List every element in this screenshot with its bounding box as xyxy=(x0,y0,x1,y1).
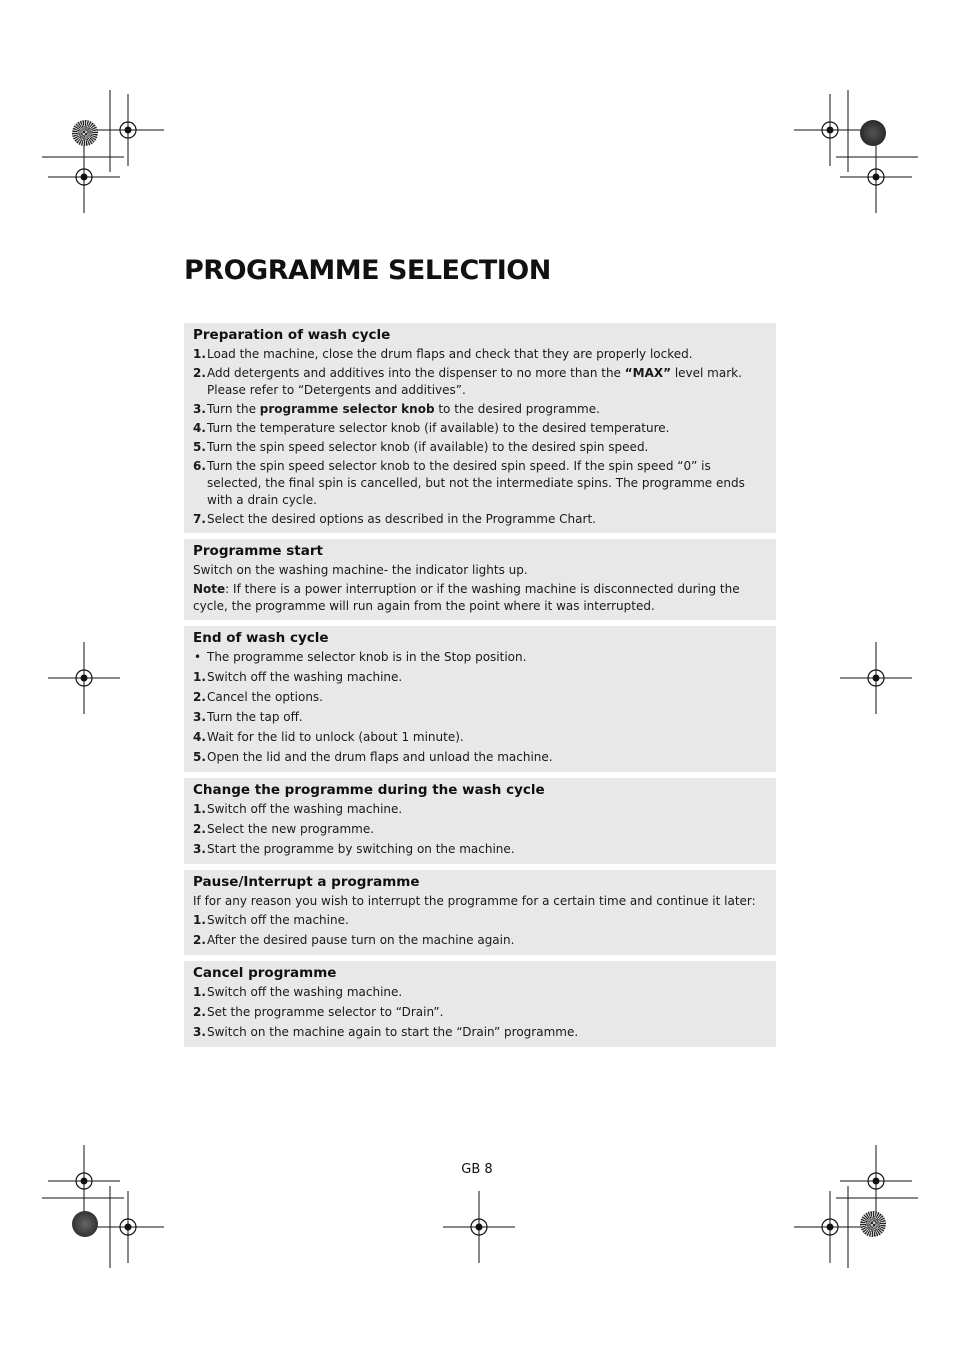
step-list xyxy=(193,912,766,949)
instruction-sections xyxy=(184,323,776,1053)
crosshair-icon xyxy=(840,141,912,213)
crosshair-icon xyxy=(443,1191,515,1263)
list-item: 2. Set the programme selector to “Drain”. xyxy=(193,1005,444,1019)
list-item: • The programme selector knob is in the Stop position. xyxy=(194,650,527,664)
list-item: 1. Load the machine, close the drum flaps and check that they are properly locked. xyxy=(193,347,693,361)
step-list xyxy=(193,801,766,858)
page-title: PROGRAMME SELECTION xyxy=(184,255,551,286)
section-heading: Cancel programme xyxy=(193,965,337,981)
crosshair-icon xyxy=(92,94,164,166)
crosshair-icon xyxy=(48,141,120,213)
section-heading: Change the programme during the wash cycle xyxy=(193,782,545,798)
crosshair-icon xyxy=(840,1145,912,1217)
list-item: 3. Turn the tap off. xyxy=(193,710,303,724)
crosshair-icon xyxy=(794,94,866,166)
list-item: 6. Turn the spin speed selector knob to the desired spin speed. If the spin speed “0” is selected, the final spin is cancelled, but not the intermediate spins. The programme ends with a drain cycle. xyxy=(193,459,745,507)
max-mark-label: “MAX” xyxy=(624,366,672,380)
bullet-list xyxy=(193,649,766,666)
section-cancel-programme xyxy=(184,961,776,1047)
calibration-dial-icon xyxy=(72,120,98,146)
calibration-dial-icon xyxy=(72,1211,98,1237)
calibration-dial-icon xyxy=(860,1211,886,1237)
list-item: 3. Turn the programme selector knob to the desired programme. xyxy=(193,402,600,416)
list-item: 2. Cancel the options. xyxy=(193,690,323,704)
list-item: 1. Switch off the washing machine. xyxy=(193,802,403,816)
list-item: 1. Switch off the machine. xyxy=(193,913,349,927)
calibration-dial-icon xyxy=(860,120,886,146)
section-preparation xyxy=(184,323,776,533)
list-item: 3. Start the programme by switching on the machine. xyxy=(193,842,515,856)
list-item: 5. Open the lid and the drum flaps and unload the machine. xyxy=(193,750,553,764)
section-heading: Pause/Interrupt a programme xyxy=(193,874,420,890)
paragraph: Switch on the washing machine- the indicator lights up. xyxy=(193,563,528,577)
knob-label: programme selector knob xyxy=(259,402,435,416)
note-paragraph: Note: If there is a power interruption or if the washing machine is disconnected during the cycle, the programme will run again from the point where it was interrupted. xyxy=(193,582,740,613)
list-item: 2. After the desired pause turn on the machine again. xyxy=(193,933,515,947)
list-item: 4. Wait for the lid to unlock (about 1 minute). xyxy=(193,730,464,744)
section-change-programme xyxy=(184,778,776,864)
list-item: 2. Add detergents and additives into the dispenser to no more than the “MAX” level mark. Please refer to “Detergents and additives”. xyxy=(193,366,742,397)
list-item: 1. Switch off the washing machine. xyxy=(193,670,403,684)
section-programme-start xyxy=(184,539,776,620)
section-pause-interrupt xyxy=(184,870,776,955)
step-list xyxy=(193,984,766,1041)
page-number: GB 8 xyxy=(461,1162,493,1177)
step-list xyxy=(193,346,766,528)
crosshair-icon xyxy=(92,1191,164,1263)
list-item: 5. Turn the spin speed selector knob (if available) to the desired spin speed. xyxy=(193,440,649,454)
section-end-of-wash-cycle xyxy=(184,626,776,772)
crosshair-icon xyxy=(48,642,120,714)
list-item: 3. Switch on the machine again to start the “Drain” programme. xyxy=(193,1025,579,1039)
bullet-icon: • xyxy=(194,650,202,664)
list-item: 4. Turn the temperature selector knob (if available) to the desired temperature. xyxy=(193,421,670,435)
crosshair-icon xyxy=(840,642,912,714)
list-item: 7. Select the desired options as described in the Programme Chart. xyxy=(193,512,596,526)
crosshair-icon xyxy=(48,1145,120,1217)
list-item: 2. Select the new programme. xyxy=(193,822,375,836)
note-label: Note xyxy=(193,582,226,596)
crosshair-icon xyxy=(794,1191,866,1263)
step-list xyxy=(193,669,766,766)
section-heading: Preparation of wash cycle xyxy=(193,327,391,343)
section-heading: Programme start xyxy=(193,543,323,559)
list-item: 1. Switch off the washing machine. xyxy=(193,985,403,999)
section-heading: End of wash cycle xyxy=(193,630,329,646)
paragraph: If for any reason you wish to interrupt the programme for a certain time and continue it later: xyxy=(193,894,756,908)
